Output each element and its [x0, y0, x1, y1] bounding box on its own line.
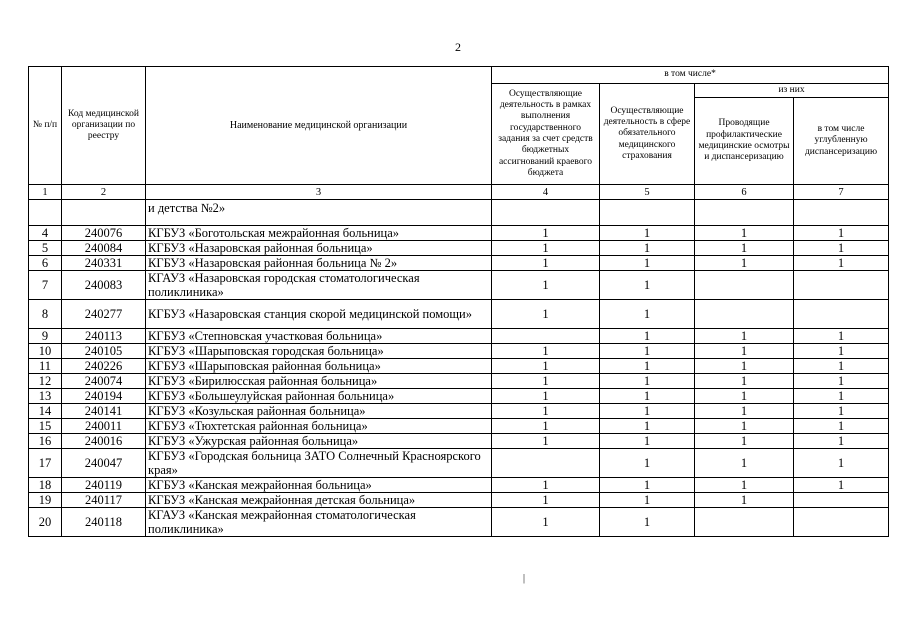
header-col-code: Код медицинской организации по реестру [62, 67, 146, 185]
deep-disp-flag: 1 [794, 226, 889, 241]
oms-flag: 1 [600, 374, 695, 389]
table-row [29, 493, 889, 508]
table-row [29, 374, 889, 389]
org-code: 240194 [62, 389, 146, 404]
row-number: 18 [29, 478, 62, 493]
continuation-text: и детства №2» [146, 200, 492, 226]
org-code: 240076 [62, 226, 146, 241]
prof-exam-flag: 1 [695, 329, 794, 344]
org-name: КГБУЗ «Большеулуйская районная больница» [146, 389, 492, 404]
column-number: 2 [62, 185, 146, 200]
org-code: 240011 [62, 419, 146, 434]
prof-exam-flag: 1 [695, 359, 794, 374]
deep-disp-flag: 1 [794, 449, 889, 478]
table-row [29, 344, 889, 359]
table-row [29, 300, 889, 329]
oms-flag: 1 [600, 508, 695, 537]
oms-flag: 1 [600, 256, 695, 271]
budget-flag: 1 [492, 256, 600, 271]
org-code: 240119 [62, 478, 146, 493]
budget-flag: 1 [492, 404, 600, 419]
page-footer-mark: | [523, 573, 526, 584]
budget-flag: 1 [492, 344, 600, 359]
header-col-budget: Осуществляющие деятельность в рамках выполнения государственного задания за счет средств бюджетных ассигнований краевого бюджета [492, 84, 600, 185]
budget-flag: 1 [492, 271, 600, 300]
header-col-oms: Осуществляющие деятельность в сфере обязательного медицинского страхования [600, 84, 695, 185]
oms-flag: 1 [600, 226, 695, 241]
row-number: 20 [29, 508, 62, 537]
oms-flag: 1 [600, 478, 695, 493]
org-name: КГБУЗ «Канская межрайонная детская больница» [146, 493, 492, 508]
budget-flag: 1 [492, 493, 600, 508]
org-code: 240226 [62, 359, 146, 374]
organizations-table [28, 66, 889, 537]
row-number: 17 [29, 449, 62, 478]
org-code: 240277 [62, 300, 146, 329]
deep-disp-flag [794, 300, 889, 329]
deep-disp-flag: 1 [794, 434, 889, 449]
org-code: 240331 [62, 256, 146, 271]
org-code: 240047 [62, 449, 146, 478]
table-row [29, 359, 889, 374]
column-number-row [29, 185, 889, 200]
row-number: 16 [29, 434, 62, 449]
deep-disp-flag: 1 [794, 329, 889, 344]
header-col-num: № п/п [29, 67, 62, 185]
prof-exam-flag [695, 271, 794, 300]
budget-flag: 1 [492, 241, 600, 256]
table-row [29, 226, 889, 241]
deep-disp-flag: 1 [794, 404, 889, 419]
prof-exam-flag: 1 [695, 449, 794, 478]
header-col-prof: Проводящие профилактические медицинские осмотры и диспансеризацию [695, 98, 794, 185]
column-number: 7 [794, 185, 889, 200]
prof-exam-flag: 1 [695, 344, 794, 359]
org-code: 240083 [62, 271, 146, 300]
oms-flag: 1 [600, 419, 695, 434]
oms-flag: 1 [600, 404, 695, 419]
column-number: 1 [29, 185, 62, 200]
oms-flag: 1 [600, 359, 695, 374]
prof-exam-flag: 1 [695, 256, 794, 271]
budget-flag: 1 [492, 434, 600, 449]
budget-flag [492, 329, 600, 344]
oms-flag: 1 [600, 389, 695, 404]
header-col-name: Наименование медицинской организации [146, 67, 492, 185]
row-number: 8 [29, 300, 62, 329]
table-row [29, 271, 889, 300]
table-row [29, 329, 889, 344]
deep-disp-flag: 1 [794, 256, 889, 271]
deep-disp-flag: 1 [794, 389, 889, 404]
oms-flag: 1 [600, 493, 695, 508]
deep-disp-flag [794, 493, 889, 508]
org-name: КГБУЗ «Ужурская районная больница» [146, 434, 492, 449]
table-row [29, 404, 889, 419]
row-number: 14 [29, 404, 62, 419]
oms-flag: 1 [600, 434, 695, 449]
org-name: КГБУЗ «Бирилюсская районная больница» [146, 374, 492, 389]
prof-exam-flag: 1 [695, 374, 794, 389]
prof-exam-flag: 1 [695, 478, 794, 493]
table-row [29, 419, 889, 434]
row-number: 13 [29, 389, 62, 404]
row-number: 11 [29, 359, 62, 374]
budget-flag: 1 [492, 226, 600, 241]
table-row [29, 449, 889, 478]
prof-exam-flag: 1 [695, 419, 794, 434]
org-code: 240105 [62, 344, 146, 359]
org-name: КГБУЗ «Назаровская станция скорой медицинской помощи» [146, 300, 492, 329]
prof-exam-flag [695, 508, 794, 537]
budget-flag: 1 [492, 359, 600, 374]
org-name: КГБУЗ «Шарыповская городская больница» [146, 344, 492, 359]
deep-disp-flag: 1 [794, 241, 889, 256]
table-row [29, 389, 889, 404]
row-number: 19 [29, 493, 62, 508]
table-row [29, 434, 889, 449]
org-name: КГБУЗ «Назаровская районная больница № 2» [146, 256, 492, 271]
org-name: КГБУЗ «Боготольская межрайонная больница» [146, 226, 492, 241]
budget-flag [492, 449, 600, 478]
row-number: 10 [29, 344, 62, 359]
org-code: 240016 [62, 434, 146, 449]
org-name: КГАУЗ «Назаровская городская стоматологическая поликлиника» [146, 271, 492, 300]
header-group-incl: в том числе* [492, 67, 889, 84]
org-name: КГБУЗ «Козульская районная больница» [146, 404, 492, 419]
org-code: 240113 [62, 329, 146, 344]
row-number: 12 [29, 374, 62, 389]
budget-flag: 1 [492, 419, 600, 434]
prof-exam-flag [695, 300, 794, 329]
row-number: 9 [29, 329, 62, 344]
table-row [29, 508, 889, 537]
prof-exam-flag: 1 [695, 241, 794, 256]
continuation-row [29, 200, 889, 226]
org-code: 240118 [62, 508, 146, 537]
deep-disp-flag: 1 [794, 359, 889, 374]
oms-flag: 1 [600, 329, 695, 344]
row-number: 6 [29, 256, 62, 271]
header-group-of-them: из них [695, 84, 889, 98]
deep-disp-flag: 1 [794, 478, 889, 493]
table-row [29, 241, 889, 256]
oms-flag: 1 [600, 449, 695, 478]
prof-exam-flag: 1 [695, 226, 794, 241]
oms-flag: 1 [600, 300, 695, 329]
row-number: 7 [29, 271, 62, 300]
deep-disp-flag: 1 [794, 374, 889, 389]
budget-flag: 1 [492, 478, 600, 493]
deep-disp-flag [794, 508, 889, 537]
org-name: КГБУЗ «Тюхтетская районная больница» [146, 419, 492, 434]
column-number: 6 [695, 185, 794, 200]
column-number: 5 [600, 185, 695, 200]
table-row [29, 256, 889, 271]
prof-exam-flag: 1 [695, 389, 794, 404]
org-name: КГБУЗ «Назаровская районная больница» [146, 241, 492, 256]
org-code: 240074 [62, 374, 146, 389]
deep-disp-flag: 1 [794, 419, 889, 434]
org-name: КГАУЗ «Канская межрайонная стоматологическая поликлиника» [146, 508, 492, 537]
column-number: 3 [146, 185, 492, 200]
org-code: 240141 [62, 404, 146, 419]
prof-exam-flag: 1 [695, 404, 794, 419]
page-number: 2 [455, 40, 461, 54]
table-row [29, 478, 889, 493]
prof-exam-flag: 1 [695, 493, 794, 508]
column-number: 4 [492, 185, 600, 200]
org-name: КГБУЗ «Степновская участковая больница» [146, 329, 492, 344]
row-number: 5 [29, 241, 62, 256]
budget-flag: 1 [492, 508, 600, 537]
oms-flag: 1 [600, 271, 695, 300]
org-name: КГБУЗ «Шарыповская районная больница» [146, 359, 492, 374]
org-name: КГБУЗ «Городская больница ЗАТО Солнечный Красноярского края» [146, 449, 492, 478]
org-name: КГБУЗ «Канская межрайонная больница» [146, 478, 492, 493]
budget-flag: 1 [492, 300, 600, 329]
header-col-deep: в том числе углубленную диспансеризацию [794, 98, 889, 185]
row-number: 4 [29, 226, 62, 241]
oms-flag: 1 [600, 241, 695, 256]
oms-flag: 1 [600, 344, 695, 359]
org-code: 240117 [62, 493, 146, 508]
prof-exam-flag: 1 [695, 434, 794, 449]
budget-flag: 1 [492, 374, 600, 389]
row-number: 15 [29, 419, 62, 434]
deep-disp-flag: 1 [794, 344, 889, 359]
org-code: 240084 [62, 241, 146, 256]
budget-flag: 1 [492, 389, 600, 404]
deep-disp-flag [794, 271, 889, 300]
